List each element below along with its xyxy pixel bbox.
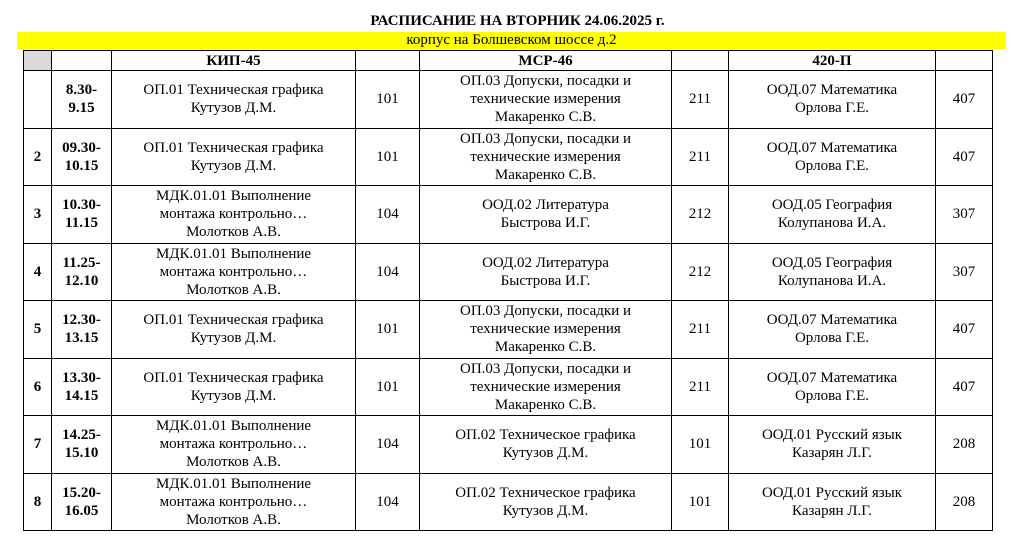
subject-cell: ОП.01 Техническая графика Кутузов Д.М.: [112, 71, 356, 129]
room-cell: 211: [672, 301, 729, 359]
lesson-time: 15.20- 16.05: [52, 473, 112, 531]
subject-cell: ООД.07 Математика Орлова Г.Е.: [729, 128, 936, 186]
building-banner: корпус на Болшевском шоссе д.2: [17, 32, 1006, 49]
subject-cell: МДК.01.01 Выполнение монтажа контрольно… Молотков А.В.: [112, 243, 356, 301]
lesson-number: 7: [24, 416, 52, 474]
lesson-number: 2: [24, 128, 52, 186]
lesson-time: 8.30- 9.15: [52, 71, 112, 129]
header-room-cell: [356, 51, 420, 71]
subject-cell: ООД.01 Русский язык Казарян Л.Г.: [729, 473, 936, 531]
subject-cell: ООД.02 Литература Быстрова И.Г.: [420, 243, 672, 301]
room-cell: 104: [356, 473, 420, 531]
header-num-cell: [24, 51, 52, 71]
lesson-time: 09.30- 10.15: [52, 128, 112, 186]
header-room-cell: [936, 51, 993, 71]
subject-cell: ООД.07 Математика Орлова Г.Е.: [729, 71, 936, 129]
lesson-row: [24, 71, 993, 129]
room-cell: 101: [356, 128, 420, 186]
lesson-time: 11.25- 12.10: [52, 243, 112, 301]
room-cell: 212: [672, 243, 729, 301]
subject-cell: ООД.05 География Колупанова И.А.: [729, 186, 936, 244]
room-cell: 211: [672, 71, 729, 129]
room-cell: 307: [936, 186, 993, 244]
lesson-row: [24, 473, 993, 531]
room-cell: 101: [356, 301, 420, 359]
room-cell: 407: [936, 301, 993, 359]
group-header: МСР-46: [420, 51, 672, 71]
room-cell: 407: [936, 128, 993, 186]
room-cell: 407: [936, 71, 993, 129]
header-time-cell: [52, 51, 112, 71]
room-cell: 101: [672, 416, 729, 474]
subject-cell: ОП.03 Допуски, посадки и технические измерения Макаренко С.В.: [420, 128, 672, 186]
room-cell: 211: [672, 358, 729, 416]
subject-cell: МДК.01.01 Выполнение монтажа контрольно… Молотков А.В.: [112, 473, 356, 531]
subject-cell: ОП.02 Техническое графика Кутузов Д.М.: [420, 473, 672, 531]
lesson-time: 10.30- 11.15: [52, 186, 112, 244]
lesson-number: 8: [24, 473, 52, 531]
lesson-number: 6: [24, 358, 52, 416]
header-room-cell: [672, 51, 729, 71]
room-cell: 104: [356, 243, 420, 301]
subject-cell: ОП.03 Допуски, посадки и технические измерения Макаренко С.В.: [420, 301, 672, 359]
schedule-table: [23, 50, 993, 531]
room-cell: 104: [356, 416, 420, 474]
subject-cell: МДК.01.01 Выполнение монтажа контрольно… Молотков А.В.: [112, 186, 356, 244]
page-title: РАСПИСАНИЕ НА ВТОРНИК 24.06.2025 г.: [370, 13, 665, 29]
room-cell: 307: [936, 243, 993, 301]
subject-cell: ОП.01 Техническая графика Кутузов Д.М.: [112, 128, 356, 186]
room-cell: 208: [936, 473, 993, 531]
lesson-number: 5: [24, 301, 52, 359]
subject-cell: ОП.02 Техническое графика Кутузов Д.М.: [420, 416, 672, 474]
lesson-time: 13.30- 14.15: [52, 358, 112, 416]
room-cell: 101: [356, 71, 420, 129]
subject-cell: ОП.03 Допуски, посадки и технические измерения Макаренко С.В.: [420, 71, 672, 129]
lesson-number: 3: [24, 186, 52, 244]
subject-cell: ООД.05 География Колупанова И.А.: [729, 243, 936, 301]
lesson-number: 4: [24, 243, 52, 301]
room-cell: 101: [672, 473, 729, 531]
subject-cell: ООД.01 Русский язык Казарян Л.Г.: [729, 416, 936, 474]
room-cell: 407: [936, 358, 993, 416]
subject-cell: МДК.01.01 Выполнение монтажа контрольно… Молотков А.В.: [112, 416, 356, 474]
lesson-time: 12.30- 13.15: [52, 301, 112, 359]
lesson-row: [24, 128, 993, 186]
subject-cell: ОП.03 Допуски, посадки и технические измерения Макаренко С.В.: [420, 358, 672, 416]
lesson-number: [24, 71, 52, 129]
lesson-row: [24, 416, 993, 474]
subject-cell: ООД.07 Математика Орлова Г.Е.: [729, 358, 936, 416]
lesson-row: [24, 301, 993, 359]
room-cell: 208: [936, 416, 993, 474]
room-cell: 101: [356, 358, 420, 416]
header-row: [24, 51, 993, 71]
lesson-row: [24, 243, 993, 301]
lesson-row: [24, 186, 993, 244]
subject-cell: ОП.01 Техническая графика Кутузов Д.М.: [112, 301, 356, 359]
lesson-row: [24, 358, 993, 416]
subject-cell: ОП.01 Техническая графика Кутузов Д.М.: [112, 358, 356, 416]
group-header: 420-П: [729, 51, 936, 71]
subject-cell: ООД.02 Литература Быстрова И.Г.: [420, 186, 672, 244]
room-cell: 104: [356, 186, 420, 244]
lesson-time: 14.25- 15.10: [52, 416, 112, 474]
room-cell: 211: [672, 128, 729, 186]
subject-cell: ООД.07 Математика Орлова Г.Е.: [729, 301, 936, 359]
room-cell: 212: [672, 186, 729, 244]
group-header: КИП-45: [112, 51, 356, 71]
